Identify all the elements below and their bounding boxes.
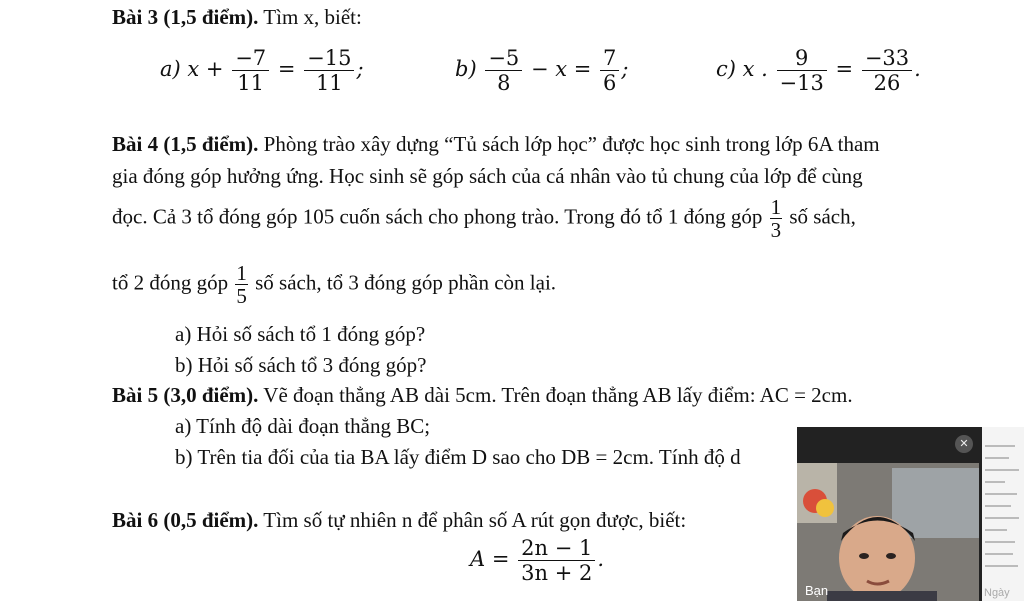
bai3-b-frac1 xyxy=(485,46,522,95)
bai4-frac2 xyxy=(235,262,248,307)
bai6-den: 3n + 2 xyxy=(521,561,593,585)
video-call-overlay[interactable] xyxy=(797,427,1024,601)
bai4-frac2-den: 5 xyxy=(236,284,247,308)
bai3-b-num2: 7 xyxy=(600,46,619,71)
bai4-line4a: tổ 2 đóng góp xyxy=(112,270,229,295)
bai6-line1 xyxy=(112,507,686,533)
bai4-line4 xyxy=(112,262,556,307)
bai3-part-c: c) x . $\frac{9}{-13}$ = $\frac{-33}{26}$ . xyxy=(716,46,921,95)
bai3-b-den2: 6 xyxy=(603,71,617,95)
bai3-c-num1: 9 xyxy=(777,46,827,71)
bai3-a-num1: −7 xyxy=(232,46,269,71)
bai3-c-den1: −13 xyxy=(779,71,824,95)
bai3-part-a: a) x + $\frac{-7}{11}$ = $\frac{-15}{11}$ ; xyxy=(160,46,364,95)
bai3-a-frac2 xyxy=(304,46,354,95)
bai4-line3a: đọc. Cả 3 tổ đóng góp 105 cuốn sách cho phong trào. Trong đó tổ 1 đóng góp xyxy=(112,204,763,229)
bai4-frac2-num: 1 xyxy=(236,261,247,285)
bai3-c-num2: −33 xyxy=(862,46,912,71)
bai3-a-num2: −15 xyxy=(304,46,354,71)
bai3-c-frac2 xyxy=(862,46,912,95)
bai4-frac1-den: 3 xyxy=(770,218,782,242)
thumbnail-label: Ngày xyxy=(984,587,1010,599)
bai3-a-den2: 11 xyxy=(315,71,343,95)
bai4-line1 xyxy=(112,131,880,157)
bai6-lhs: A xyxy=(470,547,486,571)
bai4-line3b: số sách, xyxy=(789,204,856,229)
bai3-b-frac2 xyxy=(600,46,619,95)
bai6-heading: Bài 6 (0,5 điểm). xyxy=(112,508,259,532)
bai3-a-label: a) xyxy=(160,57,181,81)
webcam-person-image xyxy=(797,463,979,601)
bai5-question-a: a) Tính độ dài đoạn thẳng BC; xyxy=(175,414,431,438)
bai4-line4b: số sách, tổ 3 đóng góp phần còn lại. xyxy=(255,270,557,295)
bai6-formula: A = $\frac{2n - 1}{3n + 2}$ . xyxy=(470,536,605,585)
bai4-frac1-num: 1 xyxy=(770,195,782,219)
bai3-heading-line xyxy=(112,4,362,30)
shared-screen-thumbnail[interactable] xyxy=(982,427,1024,601)
webcam-feed xyxy=(797,463,979,601)
bai3-c-frac1 xyxy=(777,46,827,95)
bai4-line3 xyxy=(112,196,856,241)
bai3-a-den1: 11 xyxy=(237,71,265,95)
bai5-line1 xyxy=(112,382,853,408)
bai5-question-b: b) Trên tia đối của tia BA lấy điểm D sao cho DB = 2cm. Tính độ d xyxy=(175,445,741,469)
bai5-heading: Bài 5 (3,0 điểm). xyxy=(112,383,259,407)
bai6-text: Tìm số tự nhiên n để phân số A rút gọn được, biết: xyxy=(258,508,687,532)
bai4-frac1 xyxy=(770,196,783,241)
bai4-line2: gia đóng góp hưởng ứng. Học sinh sẽ góp sách của cá nhân vào tủ chung của lớp để cùng xyxy=(112,164,863,188)
bai3-part-b: b) $\frac{-5}{8}$ − x = $\frac{7}{6}$ ; xyxy=(455,46,629,95)
bai3-b-den1: 8 xyxy=(497,71,511,95)
participant-name: Bạn xyxy=(805,583,829,598)
bai4-question-a: a) Hỏi số sách tổ 1 đóng góp? xyxy=(175,322,426,346)
bai3-b-num1: −5 xyxy=(485,46,522,71)
bai4-line1-text: Phòng trào xây dựng “Tủ sách lớp học” được học sinh trong lớp 6A tham xyxy=(258,132,880,156)
bai3-b-label: b) xyxy=(455,57,477,81)
bai3-text: Tìm x, biết: xyxy=(258,5,362,29)
mic-muted-icon[interactable]: ✕ xyxy=(955,435,973,453)
bai3-heading: Bài 3 (1,5 điểm). xyxy=(112,5,259,29)
bai5-text: Vẽ đoạn thẳng AB dài 5cm. Trên đoạn thẳng AB lấy điểm: AC = 2cm. xyxy=(258,383,853,407)
bai3-c-den2: 26 xyxy=(873,71,901,95)
bai3-c-label: c) xyxy=(716,57,736,81)
bai3-a-frac1 xyxy=(232,46,269,95)
bai6-num: 2n − 1 xyxy=(518,536,595,561)
bai4-heading: Bài 4 (1,5 điểm). xyxy=(112,132,259,156)
bai6-frac xyxy=(518,536,595,585)
bai4-question-b: b) Hỏi số sách tổ 3 đóng góp? xyxy=(175,353,427,377)
